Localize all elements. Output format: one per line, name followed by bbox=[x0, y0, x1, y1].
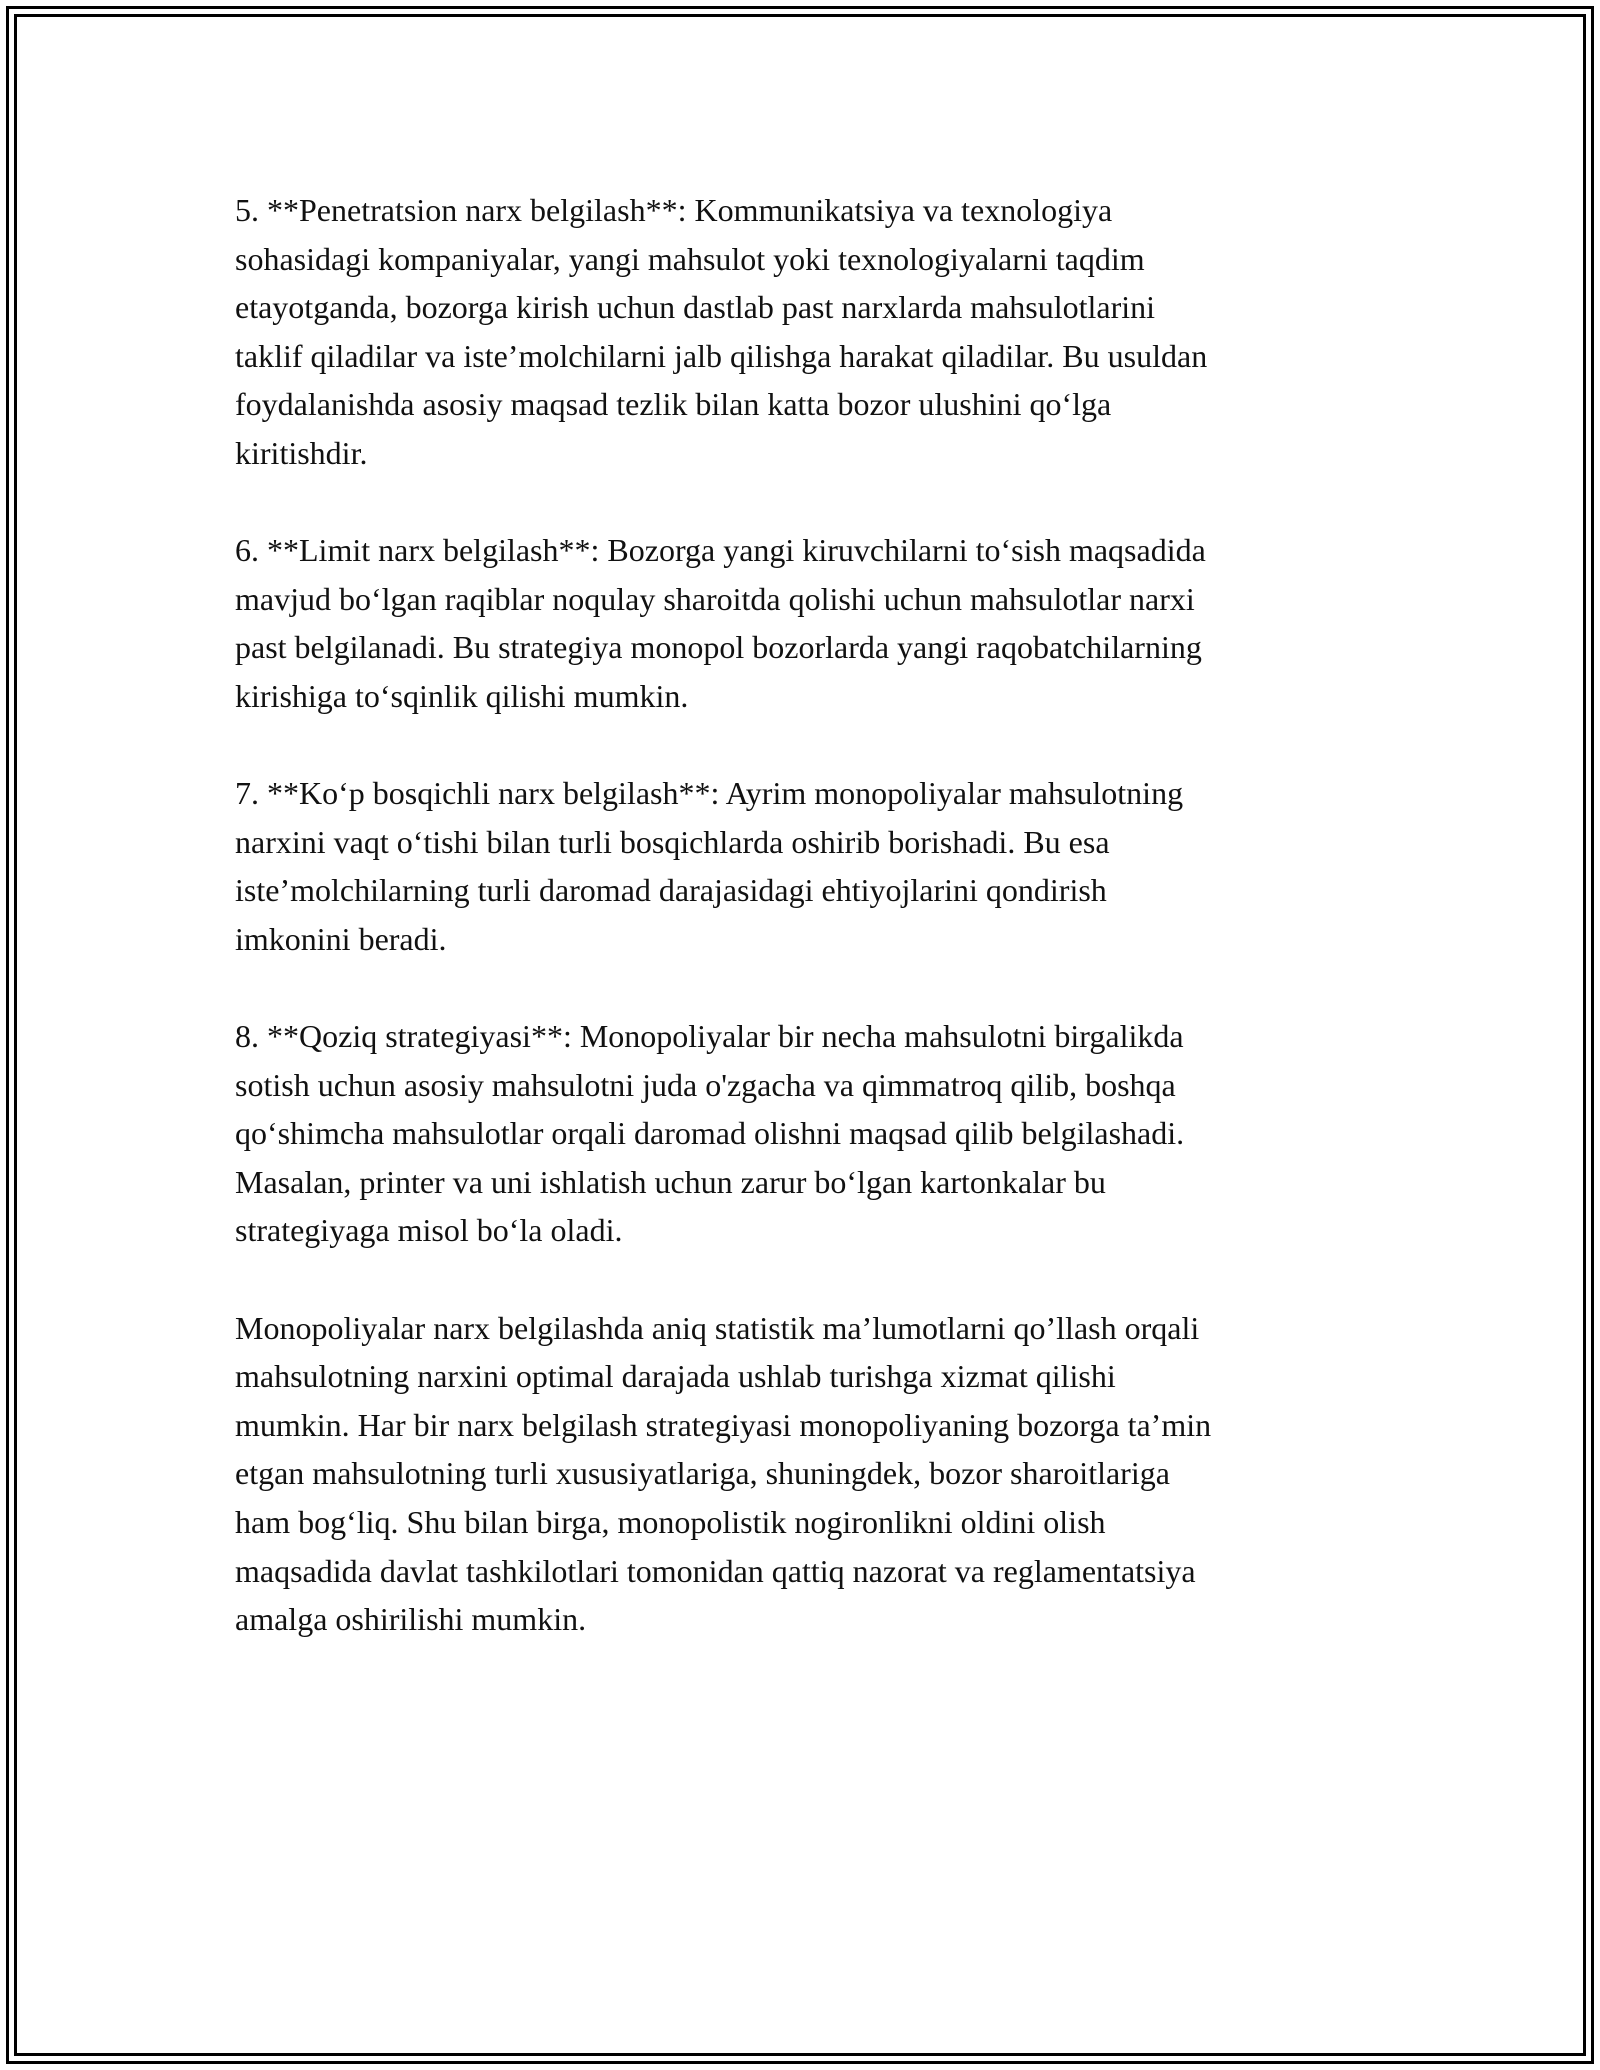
paragraph-multistage-pricing: 7. **Ko‘p bosqichli narx belgilash**: Ayrim monopoliyalar mahsulotning narxini vaqt o‘tishi bilan turli bosqichlarda oshirib borishadi. Bu esa iste’molchilarning turli daromad darajasidagi ehtiyojlarini qondirish imkonini beradi. bbox=[235, 775, 1184, 957]
document-body bbox=[235, 186, 1365, 1692]
paragraph-limit-pricing: 6. **Limit narx belgilash**: Bozorga yangi kiruvchilarni to‘sish maqsadida mavjud bo‘lgan raqiblar noqulay sharoitda qolishi uchun mahsulotlar narxi past belgilanadi. Bu strategiya monopol bozorlarda yangi raqobatchilarning kirishiga to‘sqinlik qilishi mumkin. bbox=[235, 532, 1206, 714]
paragraph-penetration-pricing: 5. **Penetratsion narx belgilash**: Kommunikatsiya va texnologiya sohasidagi kompaniyalar, yangi mahsulot yoki texnologiyalarni taqdim etayotganda, bozorga kirish uchun dastlab past narxlarda mahsulotlarini taklif qiladilar va iste’molchilarni jalb qilishga harakat qiladilar. Bu usuldan foydalanishda asosiy maqsad tezlik bilan katta bozor ulushini qo‘lga kiritishdir. bbox=[235, 192, 1208, 471]
paragraph-bundle-strategy: 8. **Qoziq strategiyasi**: Monopoliyalar bir necha mahsulotni birgalikda sotish uchun asosiy mahsulotni juda o'zgacha va qimmatroq qilib, boshqa qo‘shimcha mahsulotlar orqali daromad olishni maqsad qilib belgilashadi. Masalan, printer va uni ishlatish uchun zarur bo‘lgan kartonkalar bu strategiyaga misol bo‘la oladi. bbox=[235, 1018, 1185, 1249]
paragraph-conclusion: Monopoliyalar narx belgilashda aniq statistik ma’lumotlarni qo’llash orqali mahsulotning narxini optimal darajada ushlab turishga xizmat qilishi mumkin. Har bir narx belgilash strategiyasi monopoliyaning bozorga ta’min etgan mahsulotning turli xususiyatlariga, shuningdek, bozor sharoitlariga ham bog‘liq. Shu bilan birga, monopolistik nogironlikni oldini olish maqsadida davlat tashkilotlari tomonidan qattiq nazorat va reglamentatsiya amalga oshirilishi mumkin. bbox=[235, 1309, 1212, 1638]
